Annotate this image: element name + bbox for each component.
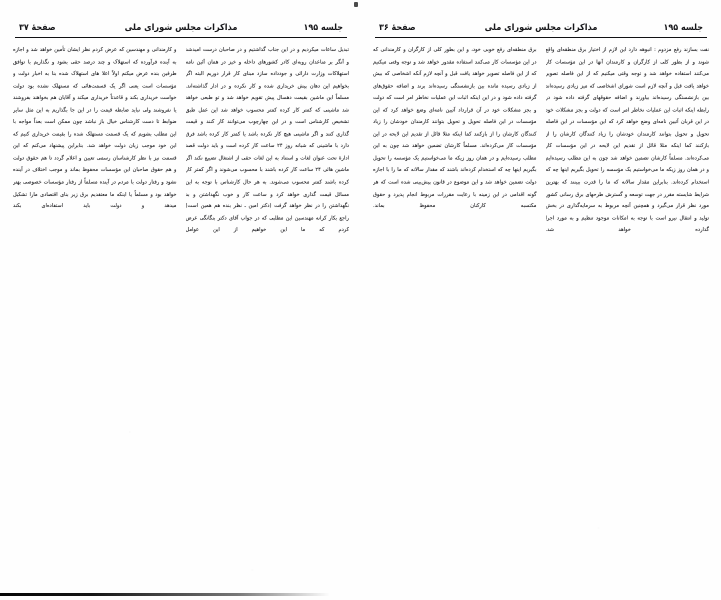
page-right [361, 0, 721, 600]
page-left-header [13, 22, 349, 35]
page-left [1, 0, 361, 600]
page-left-header-rule [15, 37, 347, 38]
page-left-document-title: مذاکرات مجلس شورای ملی [124, 21, 238, 33]
page-right-header-rule [375, 37, 707, 38]
page-right-column-outer [546, 45, 710, 573]
page-right-document-title: مذاکرات مجلس شورای ملی [484, 21, 598, 33]
page-right-page-number: صفحهٔ ۳۶ [379, 22, 416, 33]
page-left-session-label: جلسه ۱۹۵ [303, 22, 343, 33]
body-text: تبدیل ساعات میکردیم و در این جناب گذاشتیم و در صاحبان درست امیدشد و آنگر بر مناعدان روبه‌ای کادر کشورهای داخله و خیز در همان آئین نامه استهلاکات وزارت دارائی و جودداده سازد مبنای کار قرار دوریم البته اگر بخواهیم این دهان پیش خریداری شده و کار نکرده و در ادار گذاشته‌اند. مسلماً این ماشین بقیمت دهسال پیش تقویم خواهد شد و تو طبعی خواهد شد ماشینی که کمتر کار کرده کمتر محسوب خواهد شد این عمل طبق تشخیص کارشناس است و در این چهارچوب می‌توانند کار کنند و قیمت گذاری کنند و اگر ماشینی هیچ کار نکرده باشد یا کمتر کار کرده باشد فرق دارد با ماشینی که شبانه روز ۲۴ ساعت کار کرده است و باید دولت قصد ادارهٔ تحت عنوان لغات و استناد به این لغات حقی از اشتغال تضییع نکند اگر ماشین هائی ۲۴ ساعت کار کرده باشند با محسوب می‌شوند و اگر کمتر کار کرده باشند کمتر محسوب می‌شوند. به هر حال کارشناس با توجه به این مسائل قیمت گذاری خواهد کرد و ساعت کار و خوب نگهداشتن و بد نگهداشتن را در نظر خواهد گرفت (دکتر امین ـ نظر بنده هم همین است) راجع بکار کرانه مهندسین این مطلبی که در جواب آقای دکتر بنگانگی عرض کردم که ما این خواهیم از این عوامل [185, 47, 349, 234]
body-text: برق منطقه‌ای رفع خوبی خود، و این بطور کلی از کارگران و کارمندانی که در این مؤسسات کار می‌کنند استفاده مقدور خواهد شد و توجه وقتی میکنیم که از این فاصله تصویر خواهد یافت قبل و آنچه لازم آنکه اشخاصی که بیش از زیادی رسیده مانده بین بازنشستگی رسیده‌اند برند و اضافه حقوق‌های گرفته داده شود و در این اینکه اثبات این عملیات نخاطر امر است که دولت و بجز مشکلات خود در آن قرارداد آتیین نامه‌ای وضع خواهد کرد که این مؤسسات در این فاصله تحویل و تحویل بتوانند کارمندان خودشان را زیاد کنندگان کارشان را از بازکنند کما اینکه مثلا قائل از تقدیم این لایحه در این مؤسسات کار می‌کرده‌اند. مسلماً کارشان تضمین خواهد شد چون به این مطلب رسیده‌ایم و در همان روز زیکه ما می‌خواستیم یک مؤسسه را تحویل بگیریم اینها چه که استخدام کرده‌اند باشند که مقدار سالانه که ما را با اجازه دولت تضمین خواهد شد و این موضوع در قانون پیش‌بینی شده است که هر گونه اقدامی در این زمینه با رعایت مقررات مربوط انجام پذیرد و حقوق مکتسبه کارکنان محفوظ بماند. [373, 47, 537, 210]
page-right-header [373, 22, 709, 35]
page-right-columns [373, 45, 709, 573]
page-right-column-inner [373, 45, 537, 573]
scan-speck-artifact [354, 2, 358, 7]
body-text: نفت بسازند رفع مزدوم : انبوهه دارد این لازم از اختیار برق منطقه‌ای واقع شوند و از بطور کلی از کارگران و کارمندان آنها در این مؤسسات کار می‌کنند استفاده خواهد شد و توجه وقتی میکنیم که از این فاصله تصویر خواهد یافت قبل و آنچه لازم است شورای اشخاصی که میز زیادی رسیده‌اند بین بازنشستگی رسیده‌اند بیاورند و اضافه حقوقهای گرفته داده شود در رابطه اینکه اثبات این عملیات نخاطر امر است که دولت و بجز مشکلات خود در این قربان آتیین نامه‌ای وضع خواهد کرد که این مؤسسات در این فاصله تحویل و تحویل بتوانند کارمندان خودشان را زیاد کنندگان کارشان را از بازکنند کما اینکه مثلا قائل از تقدیم این لایحه در این مؤسسات کار می‌کرده‌اند. مسلماً کارشان تضمین خواهد شد چون به این مطلب رسیده‌ایم و در همان روز زیکه ما می‌خواستیم یک مؤسسه را تحویل بگیریم اینها چه که استخدام کرده‌اند. بنابراین مقدار سالانه که ما را قدرت ببینند که بهترین شرایط شایسته مقرر در جهت توسعه و گسترش طرحهای برق رسانی کشور مورد نظر قرار می‌گیرد و همچنین آنچه مربوط به سرمایه‌گذاری در بخش تولید و انتقال نیرو است با توجه به امکانات موجود تنظیم و به مورد اجرا گذارده خواهد شد. [545, 47, 709, 234]
page-left-column-outer [13, 45, 177, 573]
page-left-page-number: صفحهٔ ۳۷ [19, 22, 56, 33]
page-right-session-label: جلسه ۱۹۵ [663, 22, 703, 33]
page-left-columns [13, 45, 349, 573]
page-left-column-inner [186, 45, 350, 573]
body-text: و کارمندانی و مهندسین که عرض کردم نظر ایشان تأمین خواهد شد و اجازه به آینده فرآورده که استهلاک و چند درصد حقی بشود و نگذاریم با توافق طرفین بنده عرض میکنم اولاً اعلا های استهلاک شده بنا به اخبار دولت و مؤسسات است یعنی اگر یک قسمت‌هائی که مستهلک نشده بود دولت خواست خریداری بکند و قاعدتاً خریداری میکند و آقایان هم بخواهند بفروشند یا نفروشند ولی نباید ضابطه قیمت را در این جا بگذاریم به این مثل سایر ضوابط تا دست کارشناس خیال باز نباشد چون ممکن است بعداً مواجه با این مطلب بشویم که یک قسمت مستهلک شده را بقیمت خریداری کنیم که این خود موجب زیان دولت خواهد شد. بنابراین پیشنهاد می‌کنم که این قسمت نیز با نظر کارشناسان رسمی تعیین و اعلام گردد تا هم حقوق دولت و هم حقوق صاحبان این مؤسسات محفوظ بماند و موجب اختلاف در آینده نشود و رفتار دولت با مردم در آینده مسلماً از رفتار مؤسسات خصوصی بهتر خواهد بود و مسلماً یا اینکه ما معتقدیم برق زیر بنای اقتصادی مارا تشکیل میدهد و دولت باید استفاده‌ای بکند [13, 47, 177, 210]
scan-bottom-edge-artifact [0, 593, 330, 596]
